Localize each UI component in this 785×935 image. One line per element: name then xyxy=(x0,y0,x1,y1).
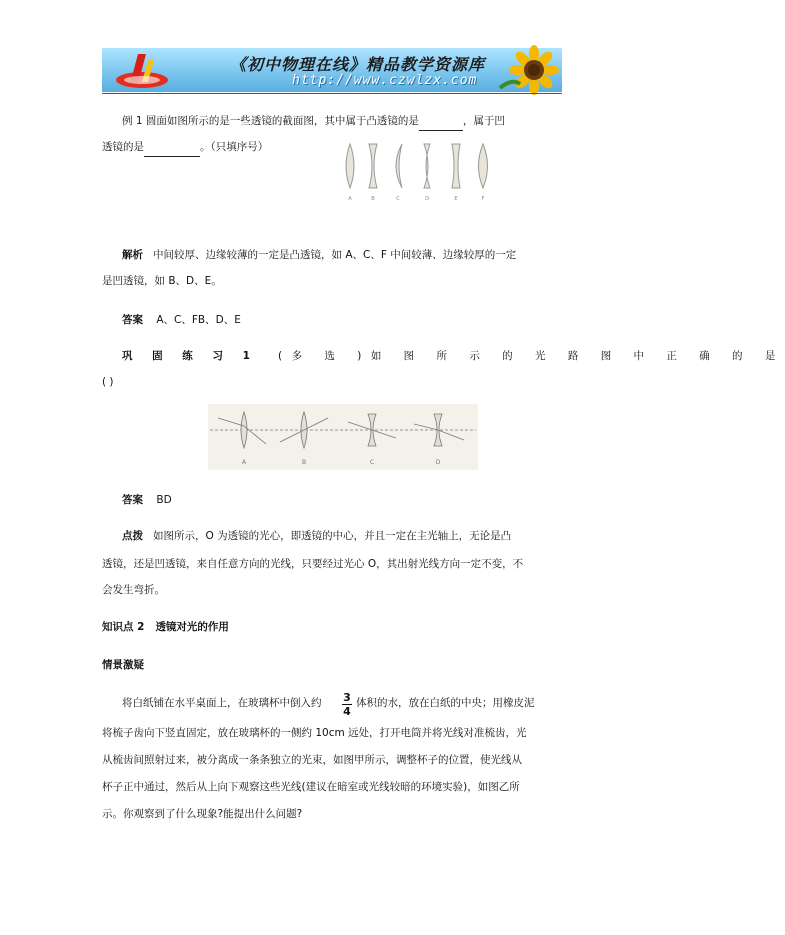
fig1-label-a: A xyxy=(348,196,352,202)
fig1-label-e: E xyxy=(454,196,458,202)
answer-blank-concave[interactable] xyxy=(144,138,200,157)
fig2-label-c: C xyxy=(369,459,375,466)
analysis-line1: 解析 中间较厚、边缘较薄的一定是凸透镜，如 A、C、F 中间较薄、边缘较厚的一定 xyxy=(122,249,517,261)
scenario-heading: 情景激疑 xyxy=(102,659,144,671)
banner-url[interactable]: http://www.czwlzx.com xyxy=(292,73,478,88)
lens-f xyxy=(479,144,488,188)
fig2-label-d: D xyxy=(435,459,441,466)
fig1-label-b: B xyxy=(371,196,375,202)
example1-line1: 例 1 圆面如图所示的是一些透镜的截面图，其中属于凸透镜的是 ，属于凹 xyxy=(122,112,505,131)
lens-e xyxy=(452,144,460,188)
knowledge-point-heading: 知识点 2 透镜对光的作用 xyxy=(102,621,229,633)
lens-d xyxy=(424,144,430,188)
tip-line3: 会发生弯折。 xyxy=(102,584,165,596)
exercise1-line1: 巩 固 练 习 1 (多 选 )如 图 所 示 的 光 路 图 中 正 确 的 是 xyxy=(122,350,785,362)
lens-cross-section-figure xyxy=(340,140,500,206)
answer-blank-convex[interactable] xyxy=(419,112,463,131)
fig1-label-d: D xyxy=(425,196,429,202)
passage-line2: 将梳子齿向下竖直固定，放在玻璃杯的一侧约 10cm 远处，打开电筒并将光线对准梳齿，光 xyxy=(102,727,527,739)
fig1-label-f: F xyxy=(481,196,485,202)
banner-title: 《初中物理在线》精品教学资源库 xyxy=(230,55,486,74)
passage-line4: 杯子正中通过，然后从上向下观察这些光线(建议在暗室或光线较暗的环境实验)，如图乙所 xyxy=(102,781,520,793)
header-banner xyxy=(102,48,562,92)
answer2: 答案 BD xyxy=(122,494,172,506)
passage-line3: 从梳齿间照射过来，被分离成一条条独立的光束，如图甲所示，调整杯子的位置，使光线从 xyxy=(102,754,522,766)
answer1: 答案 A、C、FB、D、E xyxy=(122,314,241,326)
example1-line2: 透镜的是 。（只填序号） xyxy=(102,138,268,157)
fig2-label-b: B xyxy=(301,459,307,466)
header-rule xyxy=(102,93,562,94)
passage-line1a: 将白纸铺在水平桌面上，在玻璃杯中倒入约 xyxy=(122,697,322,709)
tip-line2: 透镜，还是凹透镜，来自任意方向的光线，只要经过光心 O，其出射光线方向一定不变，不 xyxy=(102,558,524,570)
light-path-figure xyxy=(208,404,478,470)
lens-c xyxy=(396,144,402,188)
tip-line1: 点拨 如图所示，O 为透镜的光心，即透镜的中心，并且一定在主光轴上，无论是凸 xyxy=(122,530,512,542)
passage-line1b: 体积的水，放在白纸的中央；用橡皮泥 xyxy=(356,697,535,709)
sunflower-image xyxy=(500,48,562,92)
exercise1-paren: ( ) xyxy=(102,376,114,388)
lens-b xyxy=(369,144,377,188)
fraction-three-quarters: 3 4 xyxy=(343,691,351,718)
fig1-label-c: C xyxy=(396,196,400,202)
fig2-label-a: A xyxy=(241,459,247,466)
analysis-line2: 是凹透镜，如 B、D、E。 xyxy=(102,275,222,287)
passage-line5: 示。你观察到了什么现象?能提出什么问题? xyxy=(102,808,303,820)
site-logo xyxy=(108,50,172,90)
lens-a xyxy=(346,144,354,188)
